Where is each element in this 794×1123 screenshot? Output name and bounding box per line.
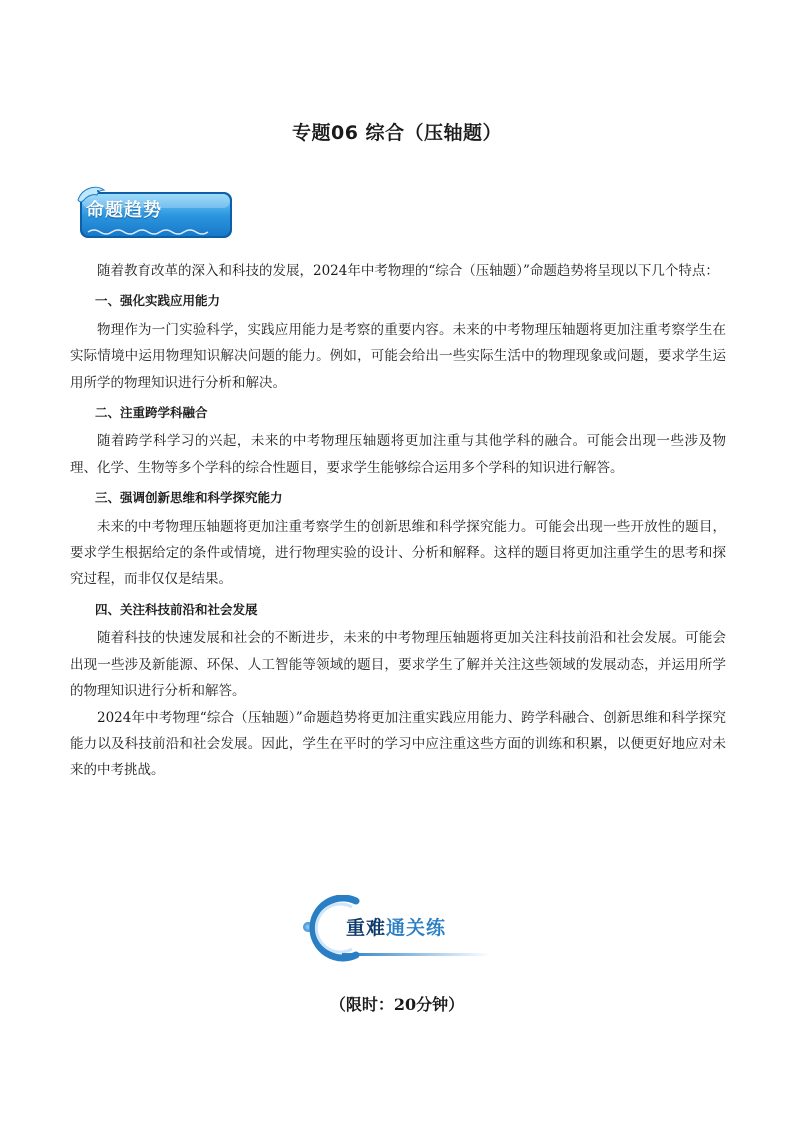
- trend-badge-label: 命题趋势: [86, 200, 162, 221]
- practice-label-dark: 重难: [346, 917, 387, 939]
- section-body: 随着跨学科学习的兴起，未来的中考物理压轴题将更加注重与其他学科的融合。可能会出现一些涉及物理、化学、生物等多个学科的综合性题目，要求学生能够综合运用多个学科的知识进行解答。: [70, 433, 726, 476]
- conclusion-paragraph: 2024年中考物理“综合（压轴题）”命题趋势将更加注重实践应用能力、跨学科融合、创新思维和科学探究能力以及科技前沿和社会发展。因此，学生在平时的学习中应注重这些方面的训练和积累，以便更好地应对未来的中考挑战。: [70, 709, 726, 779]
- section-heading: 三、强调创新思维和科学探究能力: [95, 490, 283, 506]
- practice-banner: [300, 895, 500, 965]
- trend-badge: [70, 182, 235, 244]
- section-body: 物理作为一门实验科学，实践应用能力是考察的重要内容。未来的中考物理压轴题将更加注重考察学生在实际情境中运用物理知识解决问题的能力。例如，可能会给出一些实际生活中的物理现象或问题，要求学生运用所学的物理知识进行分析和解决。: [70, 321, 726, 391]
- section-body: 未来的中考物理压轴题将更加注重考察学生的创新思维和科学探究能力。可能会出现一些开放性的题目，要求学生根据给定的条件或情境，进行物理实验的设计、分析和解释。这样的题目将更加注重学生的思考和探究过程，而非仅仅是结果。: [70, 518, 726, 588]
- section-body: 随着科技的快速发展和社会的不断进步，未来的中考物理压轴题将更加关注科技前沿和社会发展。可能会出现一些涉及新能源、环保、人工智能等领域的题目，要求学生了解并关注这些领域的发展动态，并运用所学的物理知识进行分析和解答。: [70, 630, 726, 700]
- page-title: 专题06 综合（压轴题）: [291, 122, 503, 144]
- section-heading: 四、关注科技前沿和社会发展: [95, 601, 258, 617]
- section-heading: 二、注重跨学科融合: [95, 405, 208, 421]
- section-heading: 一、强化实践应用能力: [95, 293, 221, 309]
- practice-label-light: 通关练: [386, 917, 447, 939]
- document-body: [70, 258, 726, 784]
- intro-paragraph: 随着教育改革的深入和科技的发展，2024年中考物理的“综合（压轴题）”命题趋势将呈现以下几个特点：: [97, 263, 719, 279]
- practice-banner-label: [346, 913, 446, 940]
- time-limit: （限时：20分钟）: [329, 995, 465, 1014]
